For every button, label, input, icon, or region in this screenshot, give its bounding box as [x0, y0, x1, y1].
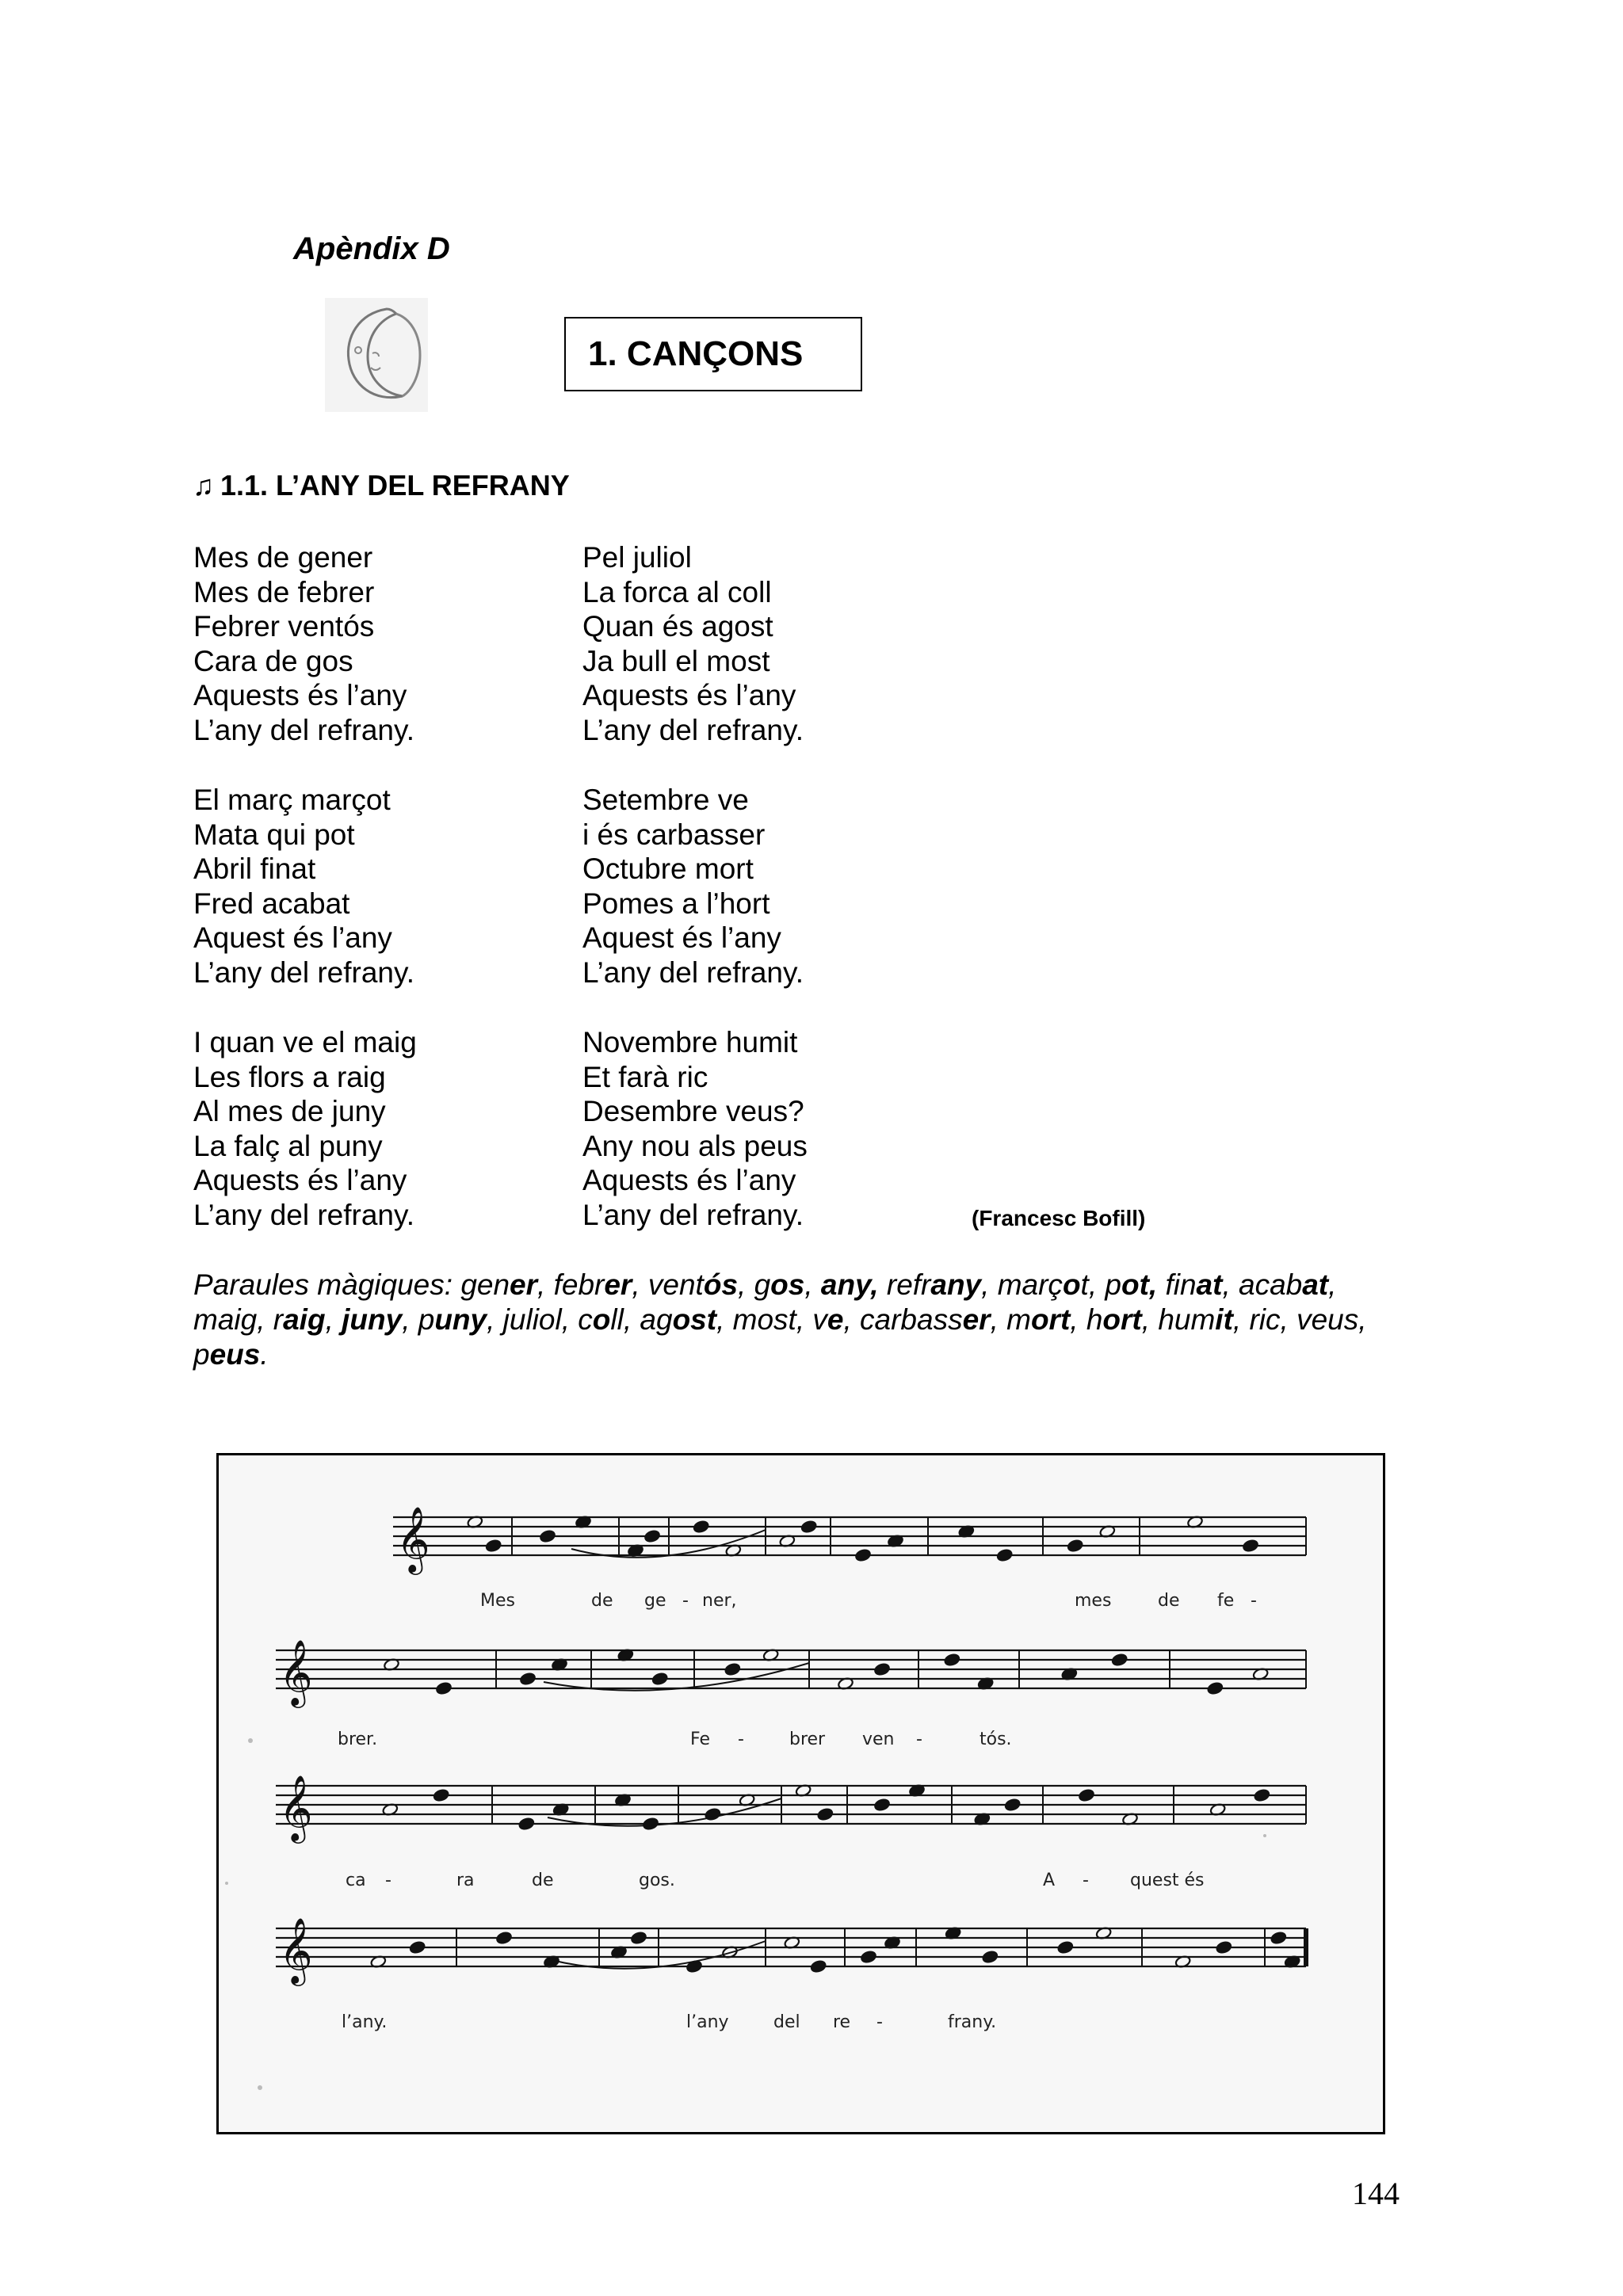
- lyric-line: Setembre ve: [582, 784, 749, 816]
- section-title-box: [564, 317, 862, 391]
- magic-word: pot,: [1105, 1268, 1158, 1301]
- treble-clef-icon: 𝄞: [279, 1774, 313, 1840]
- note-head: [854, 1548, 871, 1562]
- magic-word: puny: [418, 1303, 487, 1336]
- note-head: [630, 1931, 647, 1944]
- page-number: 144: [1352, 2176, 1400, 2211]
- note-head: [495, 1931, 512, 1944]
- note-head: [643, 1529, 660, 1543]
- lyric-line: Aquests és l’any: [193, 1164, 407, 1197]
- note-head: [1216, 1940, 1232, 1954]
- magic-word: carbasser: [860, 1303, 991, 1336]
- note-head: [433, 1788, 449, 1802]
- score-lyric-syllable: de: [591, 1591, 613, 1611]
- sheet-music-image: [216, 1453, 1385, 2134]
- appendix-title: Apèndix D: [293, 231, 450, 266]
- song-heading: [193, 469, 570, 502]
- lyric-line: Desembre veus?: [582, 1095, 804, 1128]
- lyric-line: L’any del refrany.: [582, 955, 804, 989]
- magic-word: ric: [1249, 1303, 1281, 1336]
- score-lyric-syllable: Mes: [480, 1591, 515, 1611]
- magic-word: humit: [1158, 1303, 1233, 1336]
- note-head: [944, 1653, 960, 1666]
- magic-word: hort: [1086, 1303, 1142, 1336]
- section-title: 1. CANÇONS: [588, 334, 804, 373]
- score-lyric-syllable: -: [385, 1871, 391, 1890]
- lyric-line: Any nou als peus: [582, 1129, 808, 1162]
- magic-word: acabat: [1239, 1268, 1329, 1301]
- lyric-line: Mes de gener: [193, 541, 373, 574]
- treble-clef-icon: 𝄞: [279, 1638, 313, 1705]
- note-head: [1004, 1798, 1021, 1811]
- lyric-line: L’any del refrany.: [193, 955, 415, 989]
- note-head: [642, 1817, 659, 1830]
- lyric-line: Aquest és l’any: [582, 921, 781, 955]
- score-lyric-syllable: l’any.: [342, 2012, 388, 2032]
- lyric-line: Aquests és l’any: [582, 679, 796, 712]
- note-head: [485, 1539, 502, 1552]
- note-head: [873, 1662, 890, 1676]
- score-lyric-syllable: tós.: [980, 1730, 1012, 1749]
- magic-word: gos: [754, 1268, 805, 1301]
- magic-word: ventós: [647, 1268, 739, 1301]
- lyric-line: Fred acabat: [193, 887, 350, 920]
- lyric-line: Aquests és l’any: [582, 1164, 796, 1197]
- lyric-line: Aquest és l’any: [193, 921, 392, 955]
- score-lyric-syllable: ner,: [702, 1591, 737, 1611]
- score-lyric-syllable: mes: [1075, 1591, 1112, 1611]
- note-head: [1254, 1788, 1270, 1802]
- lyric-line: Octubre mort: [582, 852, 754, 886]
- score-lyric-syllable: -: [1251, 1591, 1257, 1611]
- note-head: [1270, 1931, 1287, 1944]
- score-lyric-syllable: -: [916, 1730, 922, 1749]
- score-lyric-syllable: ra: [456, 1871, 475, 1890]
- lyric-line: Aquests és l’any: [193, 679, 407, 712]
- magic-words-list: gener, febrer, ventós, gos, any, refrany, marçot, pot, finat, acabat, maig, raig, juny, puny, juliol, coll, agost, most, ve, carbasser, mort, hort, humit, ric, veus, peus.: [193, 1268, 1367, 1371]
- slur: [544, 1663, 809, 1691]
- magic-word: febrer: [553, 1268, 632, 1301]
- magic-word: finat: [1165, 1268, 1223, 1301]
- score-lyric-syllable: -: [682, 1591, 689, 1611]
- note-head: [1057, 1940, 1074, 1954]
- score-lyric-syllable: l’any: [686, 2012, 729, 2032]
- magic-word: mort: [1006, 1303, 1071, 1336]
- lyric-line: Mes de febrer: [193, 575, 375, 608]
- note-head: [800, 1520, 817, 1533]
- note-head: [1067, 1539, 1083, 1552]
- magic-word: most: [732, 1303, 796, 1336]
- lyric-line: Al mes de juny: [193, 1095, 386, 1128]
- score-lyric-syllable: quest és: [1130, 1871, 1205, 1890]
- note-head: [817, 1807, 834, 1821]
- treble-clef-icon: 𝄞: [396, 1505, 430, 1572]
- song-author-credit: (Francesc Bofill): [972, 1206, 1146, 1230]
- score-lyric-syllable: Fe: [690, 1730, 710, 1749]
- score-lyric-syllable: frany.: [948, 2012, 997, 2032]
- note-head: [724, 1662, 741, 1676]
- score-lyric-syllable: A: [1043, 1871, 1056, 1890]
- lyric-line: L’any del refrany.: [582, 1198, 804, 1231]
- lyric-line: Et farà ric: [582, 1060, 708, 1093]
- stanza-left-3: [193, 1025, 417, 1233]
- magic-word: maig: [193, 1303, 258, 1336]
- note-head: [982, 1950, 999, 1963]
- magic-words-label: Paraules màgiques:: [193, 1268, 453, 1301]
- lyric-line: Mata qui pot: [193, 818, 355, 851]
- lyric-line: Febrer ventós: [193, 610, 375, 643]
- lyric-line: El març marçot: [193, 784, 391, 816]
- note-head: [693, 1520, 709, 1533]
- score-lyric-syllable: de: [532, 1871, 554, 1890]
- note-head: [1242, 1539, 1258, 1552]
- note-head: [860, 1950, 876, 1963]
- note-head: [1111, 1653, 1128, 1666]
- note-head: [435, 1681, 452, 1695]
- stanza-left-2: [193, 783, 414, 990]
- lyric-line: L’any del refrany.: [193, 1198, 415, 1231]
- note-head: [539, 1529, 556, 1543]
- lyric-line: Les flors a raig: [193, 1060, 386, 1093]
- moon-logo-icon: [317, 292, 436, 418]
- stanza-right-3: [582, 1025, 808, 1233]
- magic-word: juny: [342, 1303, 403, 1336]
- lyric-line: La falç al puny: [193, 1129, 383, 1162]
- score-lyric-syllable: ven: [862, 1730, 895, 1749]
- note-head: [996, 1548, 1013, 1562]
- lyric-line: Abril finat: [193, 852, 316, 886]
- score-lyric-syllable: ge: [644, 1591, 666, 1611]
- magic-word: marçot: [997, 1268, 1089, 1301]
- magic-word: coll: [578, 1303, 624, 1336]
- magic-word: gener: [460, 1268, 538, 1301]
- magic-word: any,: [820, 1268, 879, 1301]
- stanza-right-2: [582, 783, 804, 990]
- lyric-line: Ja bull el most: [582, 644, 770, 677]
- magic-words-paragraph: [193, 1268, 1398, 1372]
- score-lyric-syllable: fe: [1217, 1591, 1235, 1611]
- treble-clef-icon: 𝄞: [279, 1917, 313, 1983]
- music-note-icon: ♫: [193, 469, 214, 502]
- lyric-line: Cara de gos: [193, 644, 353, 677]
- song-title: 1.1. L’ANY DEL REFRANY: [220, 469, 570, 502]
- note-head: [1207, 1681, 1224, 1695]
- stanza-left-1: [193, 540, 414, 748]
- score-lyric-syllable: gos.: [639, 1871, 675, 1890]
- note-head: [651, 1672, 668, 1685]
- lyric-line: Pomes a l’hort: [582, 887, 770, 920]
- slur: [548, 1798, 781, 1826]
- note-head: [518, 1817, 535, 1830]
- magic-word: raig: [273, 1303, 326, 1336]
- note-head: [873, 1798, 890, 1811]
- note-head: [519, 1672, 536, 1685]
- lyric-line: L’any del refrany.: [193, 713, 415, 746]
- score-lyric-syllable: ca: [346, 1871, 366, 1890]
- stanza-right-1: [582, 540, 804, 748]
- lyric-line: Novembre humit: [582, 1026, 798, 1058]
- note-head: [1078, 1788, 1094, 1802]
- score-lyric-syllable: brer.: [338, 1730, 378, 1749]
- lyric-line: i és carbasser: [582, 818, 766, 851]
- magic-word: agost: [640, 1303, 717, 1336]
- magic-word: peus: [193, 1338, 261, 1371]
- score-lyric-syllable: de: [1158, 1591, 1180, 1611]
- score-lyric-syllable: -: [738, 1730, 744, 1749]
- lyric-line: La forca al coll: [582, 575, 772, 608]
- score-lyric-syllable: -: [1083, 1871, 1089, 1890]
- lyric-line: I quan ve el maig: [193, 1026, 417, 1058]
- lyric-line: L’any del refrany.: [582, 713, 804, 746]
- score-lyric-syllable: brer: [789, 1730, 826, 1749]
- score-lyric-syllable: -: [876, 2012, 883, 2032]
- magic-word: ve: [812, 1303, 844, 1336]
- note-head: [409, 1940, 426, 1954]
- magic-word: refrany: [886, 1268, 982, 1301]
- note-head: [810, 1959, 827, 1973]
- lyric-line: Pel juliol: [582, 541, 692, 574]
- score-lyric-syllable: del: [773, 2012, 800, 2032]
- magic-word: veus: [1296, 1303, 1359, 1336]
- lyric-line: Quan és agost: [582, 610, 773, 643]
- score-lyric-syllable: re: [833, 2012, 851, 2032]
- magic-word: juliol: [502, 1303, 562, 1336]
